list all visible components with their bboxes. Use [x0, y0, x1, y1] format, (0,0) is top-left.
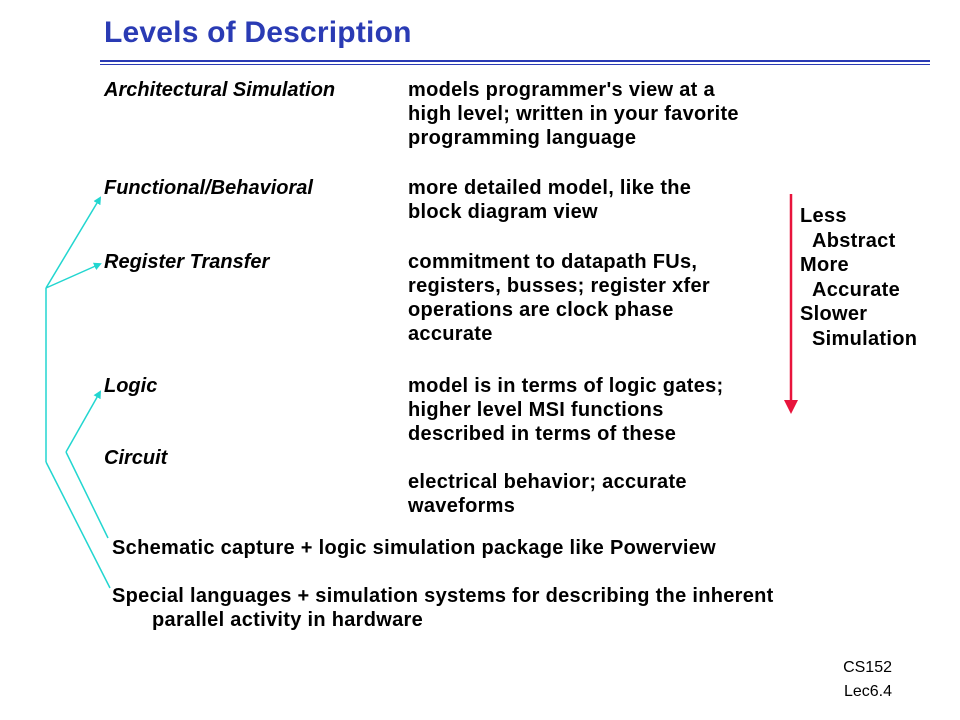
level-desc-circuit: electrical behavior; accurate waveforms	[408, 471, 687, 517]
connector-schematic-to-logic	[66, 452, 108, 538]
label-abstract: Abstract	[812, 229, 896, 252]
page-title: Levels of Description	[104, 16, 412, 49]
level-name-circuit: Circuit	[104, 447, 168, 469]
label-more: More	[800, 254, 849, 276]
connector-special-trunk	[46, 462, 110, 588]
level-desc-logic: model is in terms of logic gates; higher level MSI functions described in terms of these	[408, 375, 724, 445]
abstraction-arrow-head	[784, 400, 798, 414]
note-special-line1: Special languages + simulation systems for describing the inherent	[112, 585, 774, 607]
label-slower: Slower	[800, 303, 868, 325]
label-simulation: Simulation	[812, 327, 918, 350]
footer-lecture: Lec6.4	[843, 683, 892, 700]
level-desc-functional: more detailed model, like the block diagram view	[408, 177, 692, 223]
connector-logic	[66, 392, 100, 452]
connector-register-transfer	[46, 264, 100, 288]
label-accurate: Accurate	[812, 278, 900, 301]
abstraction-arrow	[784, 194, 798, 414]
level-name-register-transfer: Register Transfer	[104, 251, 270, 273]
level-name-architectural: Architectural Simulation	[104, 79, 336, 101]
level-name-functional: Functional/Behavioral	[104, 177, 313, 199]
tool-connectors	[46, 198, 110, 588]
footer-course: CS152	[843, 659, 892, 676]
level-name-logic: Logic	[104, 375, 158, 397]
connector-functional	[46, 198, 100, 288]
note-special-line2: parallel activity in hardware	[152, 609, 424, 631]
note-schematic-capture: Schematic capture + logic simulation package like Powerview	[112, 537, 717, 559]
level-desc-architectural: models programmer's view at a high level; written in your favorite programming language	[408, 79, 739, 149]
level-desc-register-transfer: commitment to datapath FUs, registers, busses; register xfer operations are clock phase accurate	[408, 251, 710, 345]
label-less: Less	[800, 205, 847, 227]
